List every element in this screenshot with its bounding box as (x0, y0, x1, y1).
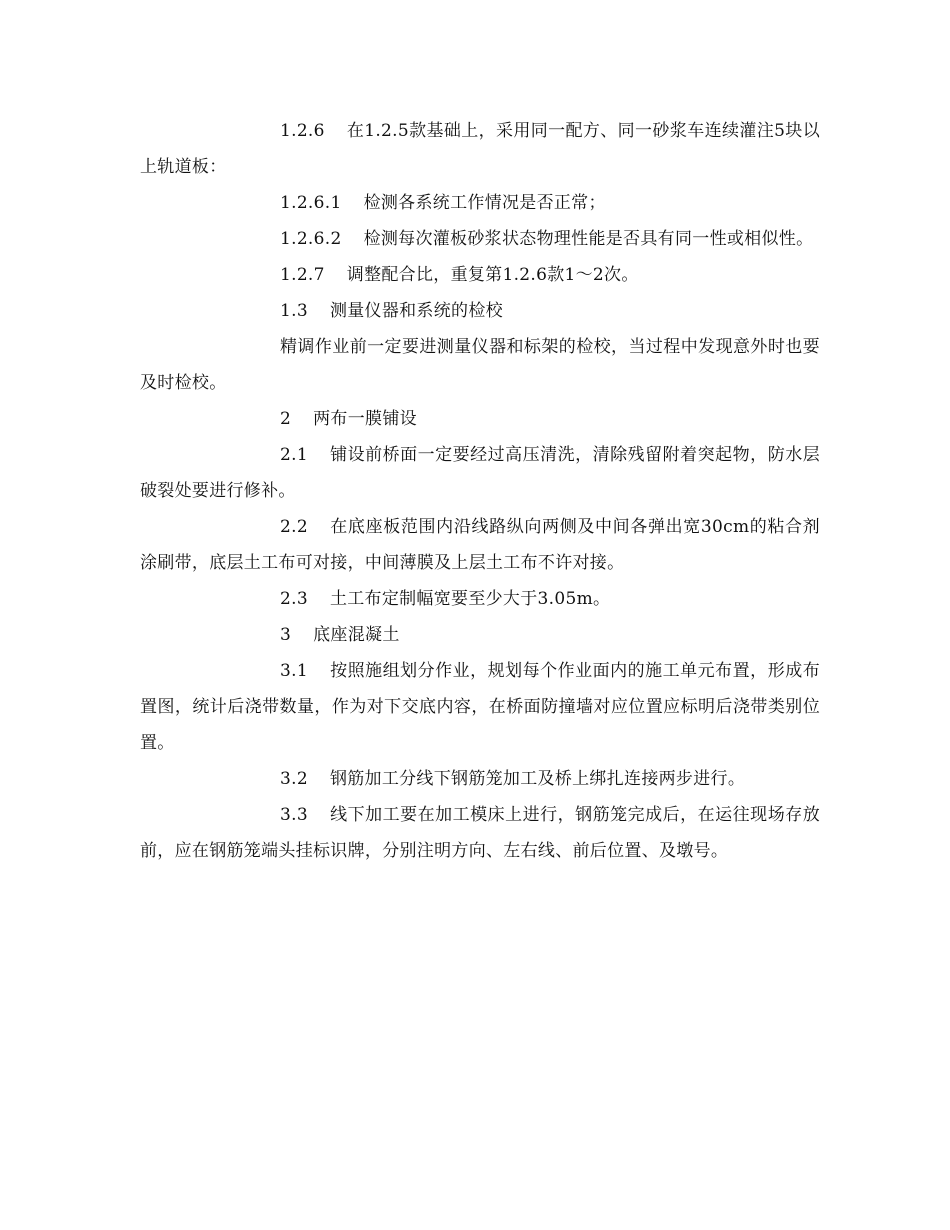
heading-text: 测量仪器和系统的检校 (329, 301, 503, 321)
paragraph-1-2-6-2 (140, 221, 820, 257)
paragraph-3-3 (140, 797, 820, 869)
paragraph-text: 线下加工要在加工模床上进行，钢筋笼完成后，在运往现场存放前，应在钢筋笼端头挂标识牌，分别注明方向、左右线、前后位置、及墩号。 (140, 805, 820, 861)
heading-1-3 (140, 293, 820, 329)
section-number: 3 (280, 625, 292, 645)
section-number: 2.1 (280, 445, 308, 465)
paragraph-text: 调整配合比，重复第1.2.6款1～2次。 (346, 265, 639, 285)
section-number: 3.2 (280, 769, 308, 789)
heading-text: 两布一膜铺设 (313, 409, 417, 429)
section-number: 1.2.6.2 (280, 229, 342, 249)
paragraph-1-2-6 (140, 113, 820, 185)
paragraph-text: 土工布定制幅宽要至少大于3.05m。 (329, 589, 611, 609)
paragraph-2-1 (140, 437, 820, 509)
heading-text: 底座混凝土 (313, 625, 400, 645)
paragraph-text: 在底座板范围内沿线路纵向两侧及中间各弹出宽30cm的粘合剂涂刷带，底层土工布可对接，中间薄膜及上层土工布不许对接。 (140, 517, 820, 573)
heading-2 (140, 401, 820, 437)
paragraph-text: 检测各系统工作情况是否正常； (363, 193, 606, 213)
document-body (140, 113, 820, 869)
paragraph-3-1 (140, 653, 820, 761)
paragraph-text: 钢筋加工分线下钢筋笼加工及桥上绑扎连接两步进行。 (329, 769, 746, 789)
paragraph-1-2-7 (140, 257, 820, 293)
paragraph-text: 精调作业前一定要进测量仪器和标架的检校，当过程中发现意外时也要及时检校。 (140, 337, 820, 393)
section-number: 2 (280, 409, 292, 429)
section-number: 1.2.6 (280, 121, 325, 141)
section-number: 2.3 (280, 589, 308, 609)
section-number: 1.2.6.1 (280, 193, 342, 213)
section-number: 3.1 (280, 661, 308, 681)
section-number: 1.3 (280, 301, 308, 321)
paragraph-calibration (140, 329, 820, 401)
paragraph-2-2 (140, 509, 820, 581)
section-number: 1.2.7 (280, 265, 325, 285)
section-number: 3.3 (280, 805, 308, 825)
paragraph-1-2-6-1 (140, 185, 820, 221)
paragraph-text: 铺设前桥面一定要经过高压清洗，清除残留附着突起物，防水层破裂处要进行修补。 (140, 445, 820, 501)
paragraph-text: 在1.2.5款基础上，采用同一配方、同一砂浆车连续灌注5块以上轨道板： (140, 121, 820, 177)
heading-3 (140, 617, 820, 653)
paragraph-text: 按照施组划分作业，规划每个作业面内的施工单元布置，形成布置图，统计后浇带数量，作为对下交底内容，在桥面防撞墙对应位置应标明后浇带类别位置。 (140, 661, 820, 753)
paragraph-text: 检测每次灌板砂浆状态物理性能是否具有同一性或相似性。 (363, 229, 814, 249)
paragraph-2-3 (140, 581, 820, 617)
section-number: 2.2 (280, 517, 308, 537)
paragraph-3-2 (140, 761, 820, 797)
